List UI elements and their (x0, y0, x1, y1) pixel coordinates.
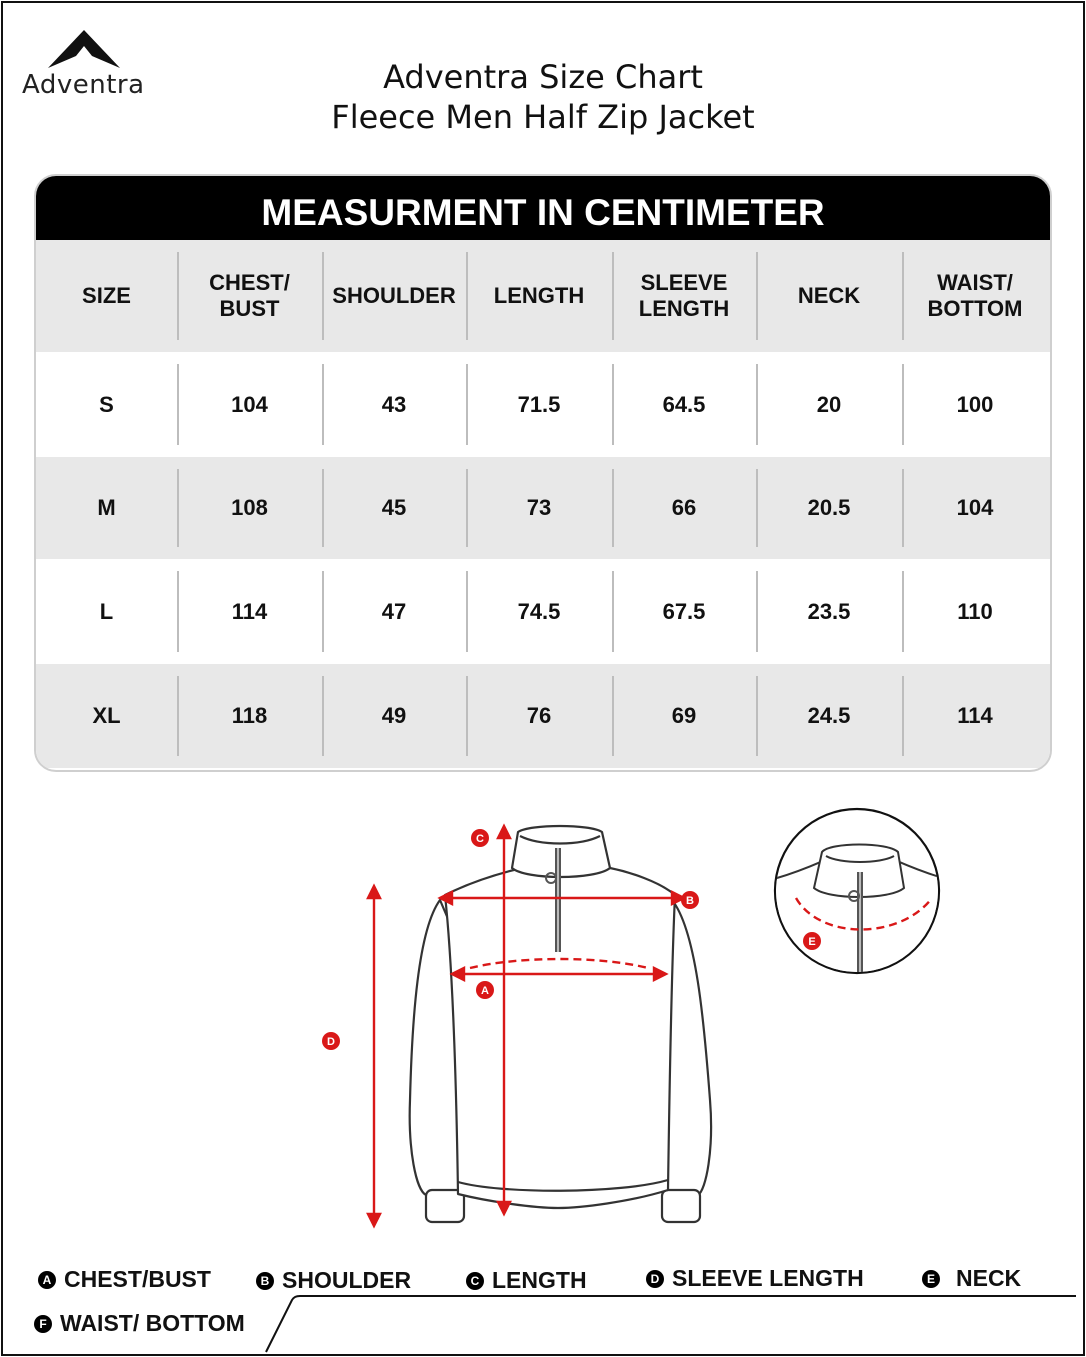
header-neck (756, 240, 902, 352)
header-waist-bottom (902, 240, 1048, 352)
jacket-diagram (300, 800, 980, 1240)
cell-waist-bottom: 104 (902, 457, 1048, 559)
svg-text:D: D (327, 1036, 335, 1048)
legend-label: WAIST/ BOTTOM (60, 1310, 245, 1336)
cell-length: 74.5 (466, 559, 612, 664)
cell-size: S (99, 391, 114, 417)
badge-b-icon: B (256, 1272, 274, 1290)
header-sleeve-length (612, 240, 756, 352)
cell-sleeve-length: 66 (612, 457, 756, 559)
cell-sleeve-length: 67.5 (612, 559, 756, 664)
header-text: CHEST/ (209, 270, 290, 295)
header-text: WAIST/ (937, 270, 1013, 295)
svg-text:C: C (476, 833, 484, 845)
cell-size: L (99, 598, 114, 624)
header-shoulder (322, 240, 466, 352)
legend-label: SHOULDER (282, 1267, 412, 1293)
cell-shoulder: 45 (322, 457, 466, 559)
cell-shoulder: 43 (322, 352, 466, 457)
legend-label: NECK (956, 1265, 1022, 1291)
legend-label: CHEST/BUST (64, 1266, 211, 1292)
badge-d-icon: D (646, 1270, 664, 1288)
size-table (34, 174, 1052, 772)
table-header-row (36, 240, 1050, 352)
table-row (36, 352, 1050, 457)
header-size (36, 240, 177, 352)
header-text: SIZE (82, 283, 131, 308)
table-row (36, 559, 1050, 664)
cell-shoulder: 49 (322, 664, 466, 768)
legend-label: LENGTH (492, 1267, 587, 1293)
header-text: BUST (219, 296, 280, 321)
legend-neck (922, 1265, 1021, 1292)
header-text: SHOULDER (332, 283, 456, 308)
badge-c-icon: C (466, 1272, 484, 1290)
cell-size: M (97, 495, 116, 520)
badge-a-icon: A (38, 1271, 56, 1289)
legend-chest (38, 1266, 211, 1293)
cell-waist-bottom: 110 (902, 559, 1048, 664)
cell-sleeve-length: 64.5 (612, 352, 756, 457)
legend-sleeve-length (646, 1265, 864, 1292)
page-subtitle: Fleece Men Half Zip Jacket (331, 98, 755, 136)
cell-neck: 23.5 (756, 559, 902, 664)
cell-chest-bust: 108 (177, 457, 322, 559)
jacket-illustration (300, 800, 980, 1240)
header-text: SLEEVE (640, 270, 728, 295)
cell-sleeve-length: 69 (612, 664, 756, 768)
brand-name: Adventra (22, 70, 145, 100)
cell-neck: 20.5 (756, 457, 902, 559)
page-title: Adventra Size Chart (383, 58, 703, 96)
cell-length: 73 (466, 457, 612, 559)
cell-waist-bottom: 100 (902, 352, 1048, 457)
cell-size: XL (92, 703, 121, 728)
svg-text:E: E (808, 936, 816, 948)
badge-f-icon: F (34, 1315, 52, 1333)
header-chest-bust (177, 240, 322, 352)
header-length (466, 240, 612, 352)
cell-length: 76 (466, 664, 612, 768)
header-text: BOTTOM (927, 296, 1023, 321)
table-row (36, 457, 1050, 559)
cell-neck: 24.5 (756, 664, 902, 768)
cell-neck: 20 (756, 352, 902, 457)
header-text: NECK (797, 283, 861, 308)
cell-length: 71.5 (466, 352, 612, 457)
cell-chest-bust: 104 (177, 352, 322, 457)
length-arrow-bottom (498, 1202, 510, 1214)
table-row (36, 664, 1050, 768)
neck-detail (770, 809, 950, 1000)
svg-text:A: A (481, 985, 489, 997)
badge-e-icon: E (922, 1270, 940, 1288)
length-arrow-top (498, 826, 510, 838)
legend-label: SLEEVE LENGTH (672, 1265, 864, 1291)
header-text: LENGTH (493, 283, 585, 308)
cell-shoulder: 47 (322, 559, 466, 664)
header-text: LENGTH (638, 296, 730, 321)
table-grid (36, 240, 1050, 768)
svg-text:B: B (686, 895, 694, 907)
cell-chest-bust: 114 (177, 559, 322, 664)
cell-chest-bust: 118 (177, 664, 322, 768)
footer-divider (0, 1290, 1086, 1357)
cell-waist-bottom: 114 (902, 664, 1048, 768)
table-banner: MEASURMENT IN CENTIMETER (36, 176, 1050, 240)
